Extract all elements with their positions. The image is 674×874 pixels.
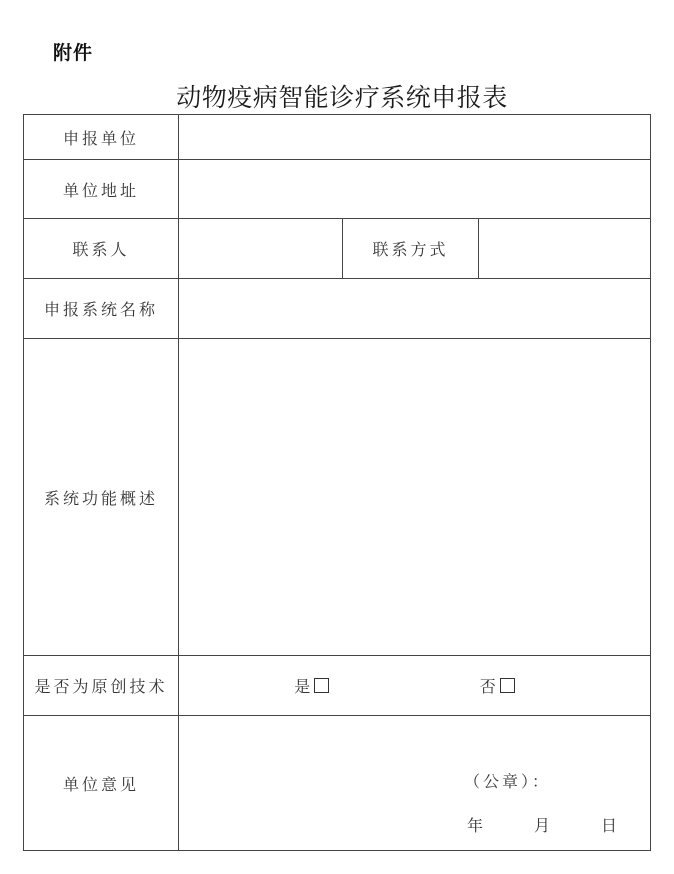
contact-method-label: 联系方式 (343, 219, 479, 279)
applicant-unit-label: 申报单位 (24, 115, 179, 160)
system-name-field[interactable] (179, 279, 651, 339)
yes-option[interactable] (294, 674, 329, 697)
unit-address-label: 单位地址 (24, 160, 179, 219)
row-function-overview (24, 339, 651, 656)
function-overview-label: 系统功能概述 (24, 339, 179, 656)
row-original-tech (24, 656, 651, 716)
row-unit-opinion (24, 716, 651, 851)
original-tech-options (179, 656, 651, 716)
applicant-unit-field[interactable] (179, 115, 651, 160)
unit-opinion-label: 单位意见 (24, 716, 179, 851)
month-label: 月 (534, 816, 554, 835)
no-label: 否 (479, 677, 499, 696)
date-line (467, 813, 620, 836)
form-title: 动物疫病智能诊疗系统申报表 (176, 83, 508, 112)
yes-label: 是 (294, 677, 314, 696)
system-name-label: 申报系统名称 (24, 279, 179, 339)
no-checkbox[interactable] (500, 678, 515, 693)
row-applicant-unit (24, 115, 651, 160)
yes-checkbox[interactable] (314, 678, 329, 693)
year-label: 年 (467, 816, 487, 835)
row-system-name (24, 279, 651, 339)
contact-person-field[interactable] (179, 219, 343, 279)
contact-method-field[interactable] (479, 219, 651, 279)
day-label: 日 (601, 816, 621, 835)
unit-address-field[interactable] (179, 160, 651, 219)
function-overview-field[interactable] (179, 339, 651, 656)
original-tech-label: 是否为原创技术 (24, 656, 179, 716)
unit-opinion-field[interactable] (179, 716, 651, 851)
seal-label: （公章）： (464, 772, 552, 791)
no-option[interactable] (480, 674, 515, 697)
contact-person-label: 联系人 (24, 219, 179, 279)
row-contact (24, 219, 651, 279)
row-unit-address (24, 160, 651, 219)
application-form-table (23, 114, 651, 851)
attachment-label: 附件 (53, 42, 94, 64)
